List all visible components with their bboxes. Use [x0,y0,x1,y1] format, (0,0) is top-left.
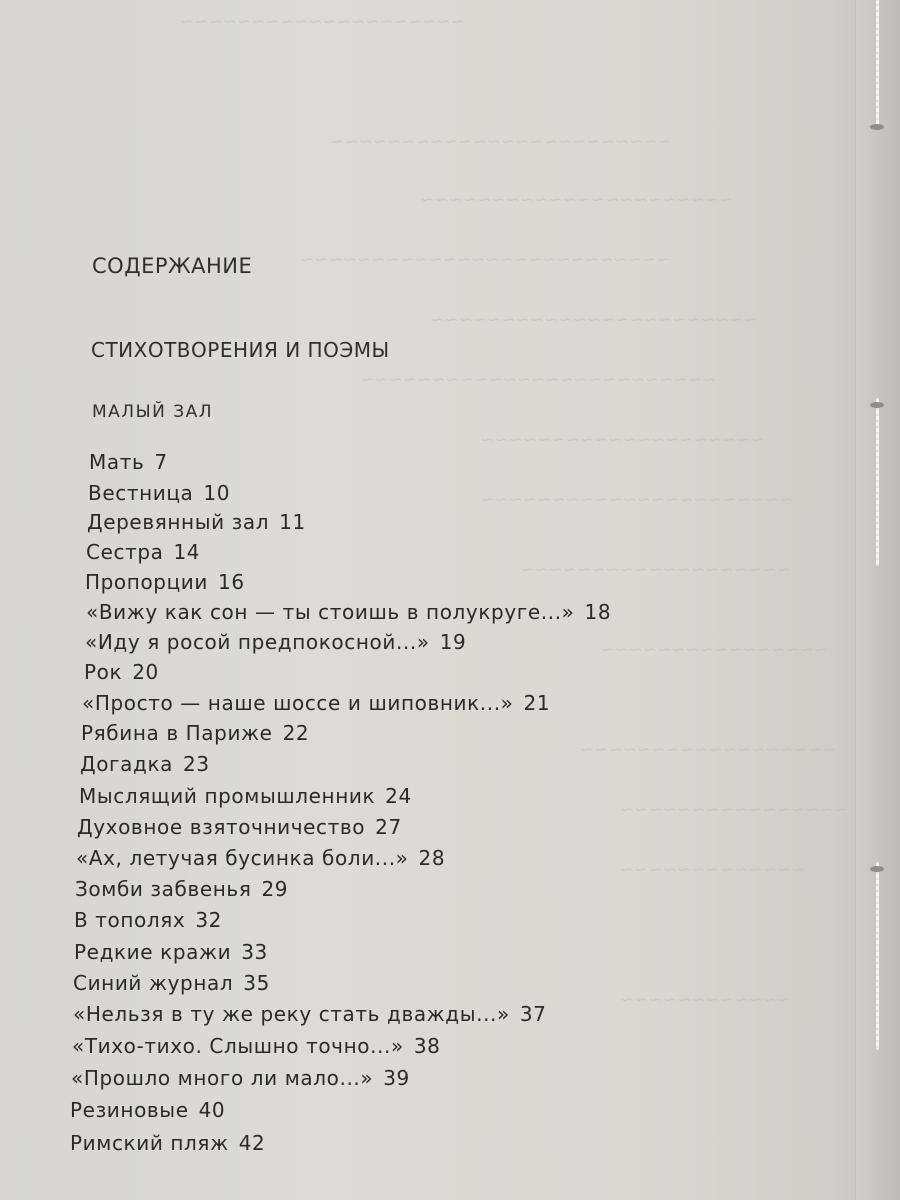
entry-title: Редкие кражи [74,940,232,964]
entry-page: 33 [241,940,268,964]
entry-title: Сестра [86,540,164,564]
entry-title: Вестница [88,481,194,505]
toc-entry [87,510,306,534]
toc-entry [74,940,268,964]
toc-entry [73,971,270,995]
toc-entry [81,721,309,745]
entry-title: Рябина в Париже [81,721,273,745]
contents-heading: СОДЕРЖАНИЕ [92,254,253,278]
book-binding [855,0,900,1200]
entry-page: 18 [584,600,612,624]
entry-title: Догадка [80,752,173,776]
entry-page: 10 [203,481,231,505]
toc-entry [82,691,550,715]
stitch-hole [870,402,884,408]
show-through-text: ~~~~~~~~~~~~~~~~~~~~ ~~~~~~~~~~~~~~~~~~~~~~~~ ~~~~~~~~~~~~~~~~~~~~~~ ~~~~~~~~~~~~~~~~~~~~~~~~~~ ~~~~~~~~~~~~~~~~~~~~~~~ ~~~~~~~~~~~~~~~~~~~~~~~~~ ~~~~~~~~~~~~~~~~~~~~ ~~~~~~~~~~~~~~~~~~~~~~ ~~~~~~~~~~~~~~~~~~~ ~~~~~~~~~~~~~~~~ ~~~~~~~~~~~~~~~~~~ ~~~~~~~~~~~~~~~~ ~~~~~~~~~~~~~ ~~~~~~~~~~~~ [180,12,848,1010]
entry-title: «Просто — наше шоссе и шиповник...» [82,691,514,715]
entry-title: Резиновые [70,1098,189,1122]
toc-entry [88,481,230,505]
binding-thread [876,862,879,1050]
entry-page: 35 [243,971,270,995]
entry-page: 39 [383,1066,410,1090]
entry-page: 22 [282,721,310,745]
entry-title: Духовное взяточничество [77,815,366,839]
toc-entry [75,877,288,901]
entry-page: 19 [439,630,467,654]
toc-entry [76,846,445,870]
entry-title: Деревянный зал [87,510,270,534]
toc-entry [79,784,412,808]
entry-title: В тополях [74,908,186,932]
stitch-hole [870,124,884,130]
toc-entry [89,450,168,474]
binding-thread [876,398,879,566]
entry-page: 16 [218,570,245,594]
toc-entry [84,660,159,684]
entry-page: 40 [198,1098,226,1122]
entry-page: 38 [413,1034,441,1058]
entry-title: Рок [84,660,123,684]
entry-page: 27 [375,815,402,839]
entry-title: «Прошло много ли мало...» [71,1066,374,1090]
entry-title: Пропорции [85,570,208,594]
entry-page: 32 [195,908,222,932]
toc-entry [85,630,466,654]
entry-page: 23 [183,752,210,776]
entry-title: «Вижу как сон — ты стоишь в полукруге...» [86,600,575,624]
entry-page: 37 [519,1002,547,1026]
entry-page: 29 [261,877,289,901]
entry-title: Мать [89,450,145,474]
entry-page: 42 [238,1131,266,1155]
entry-title: «Тихо-тихо. Слышно точно...» [72,1034,404,1058]
toc-entry [72,1034,440,1058]
entry-title: Римский пляж [70,1131,229,1155]
toc-entry [70,1131,265,1155]
toc-entry [77,815,402,839]
entry-page: 7 [154,450,168,474]
toc-entry [74,908,222,932]
entry-title: Зомби забвенья [75,877,252,901]
binding-thread [876,0,879,128]
toc-entry [80,752,210,776]
entry-page: 14 [173,540,201,564]
stitch-hole [870,866,884,872]
entry-title: Мыслящий промышленник [79,784,376,808]
toc-entry [71,1066,410,1090]
subsection-heading: МАЛЫЙ ЗАЛ [92,402,214,422]
section-heading: СТИХОТВОРЕНИЯ И ПОЭМЫ [91,338,390,362]
entry-title: «Нельзя в ту же реку стать дважды...» [73,1002,510,1026]
toc-entry [73,1002,547,1026]
toc-entry [85,570,245,594]
entry-page: 20 [132,660,159,684]
toc-entry [86,600,611,624]
entry-page: 11 [279,510,306,534]
entry-page: 24 [385,784,412,808]
entry-title: «Ах, летучая бусинка боли...» [76,846,409,870]
toc-entry [86,540,200,564]
entry-title: Синий журнал [73,971,234,995]
entry-page: 21 [523,691,551,715]
entry-title: «Иду я росой предпокосной...» [85,630,430,654]
toc-entry [70,1098,225,1122]
entry-page: 28 [418,846,446,870]
